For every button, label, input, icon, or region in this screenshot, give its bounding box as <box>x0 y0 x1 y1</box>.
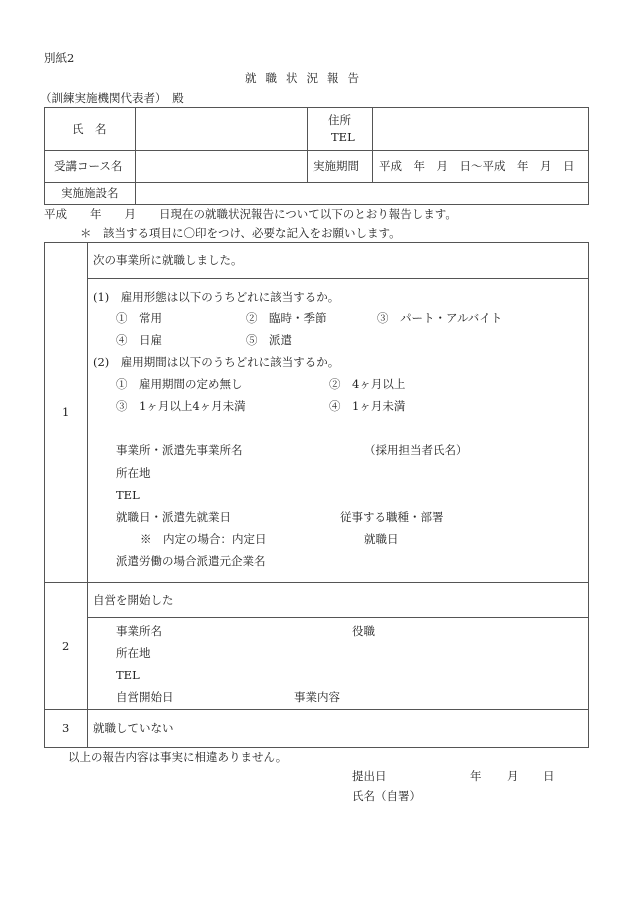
name-label: 氏 名 <box>72 122 107 136</box>
period-label: 実施期間 <box>313 159 359 173</box>
s2-location-label: 所在地 <box>116 646 151 660</box>
section-2-heading[interactable]: 自営を開始した <box>93 593 174 607</box>
start-date-label: 就職日・派遣先就業日 <box>116 510 231 524</box>
report-line: 平成 年 月 日現在の就職状況報告について以下のとおり報告します。 <box>44 207 457 221</box>
page-title: 就職状況報告 <box>245 71 368 85</box>
facility-label: 実施施設名 <box>61 186 119 200</box>
recruiter-label: （採用担当者氏名） <box>364 443 468 457</box>
q1-option-5[interactable]: ⑤ 派遣 <box>246 333 292 347</box>
dispatch-label: 派遣労働の場合派遣元企業名 <box>116 554 266 568</box>
submit-day: 日 <box>543 769 555 783</box>
q1-option-4[interactable]: ④ 日雇 <box>116 333 162 347</box>
addressee: （訓練実施機関代表者） 殿 <box>40 91 184 105</box>
s2-business-label: 事業内容 <box>294 690 340 704</box>
note-line: ＊ 該当する項目に〇印をつけ、必要な記入をお願いします。 <box>80 226 401 240</box>
q1-option-2[interactable]: ② 臨時・季節 <box>246 311 327 325</box>
section-3-heading[interactable]: 就職していない <box>93 721 174 735</box>
company-label: 事業所・派遣先事業所名 <box>116 443 243 457</box>
q2-option-1[interactable]: ① 雇用期間の定め無し <box>116 377 243 391</box>
period-field[interactable]: 平成 年 月 日～平成 年 月 日 <box>379 159 575 173</box>
submit-month: 月 <box>507 769 519 783</box>
doc-label: 別紙2 <box>44 51 75 65</box>
location-label: 所在地 <box>116 466 151 480</box>
address-tel-field[interactable] <box>374 109 586 149</box>
q2-option-3[interactable]: ③ 1ヶ月以上4ヶ月未満 <box>116 399 246 413</box>
offer-start-label: 就職日 <box>364 532 399 546</box>
q1-option-1[interactable]: ① 常用 <box>116 311 162 325</box>
course-field[interactable] <box>137 152 305 181</box>
s2-company-label: 事業所名 <box>116 624 162 638</box>
declaration: 以上の報告内容は事実に相違ありません。 <box>68 750 288 764</box>
offer-date-label: ※ 内定の場合：内定日 <box>140 532 267 546</box>
s2-tel-label: TEL <box>116 668 140 682</box>
tel-label-s1: TEL <box>116 488 140 502</box>
course-label: 受講コース名 <box>54 159 123 173</box>
facility-field[interactable] <box>137 184 586 203</box>
q2-text: (2) 雇用期間は以下のうちどれに該当するか。 <box>93 355 340 369</box>
s2-position-label: 役職 <box>352 624 375 638</box>
tel-label: TEL <box>331 130 355 144</box>
address-label: 住所 <box>328 113 351 127</box>
section-2-number: 2 <box>62 639 70 653</box>
section-3-number: 3 <box>62 721 70 735</box>
submit-date-label: 提出日 <box>352 769 387 783</box>
section-1-number: 1 <box>62 405 70 419</box>
q1-text: (1) 雇用形態は以下のうちどれに該当するか。 <box>93 290 340 304</box>
section-1-heading[interactable]: 次の事業所に就職しました。 <box>93 253 243 267</box>
name-field[interactable] <box>137 109 305 149</box>
q2-option-4[interactable]: ④ 1ヶ月未満 <box>329 399 406 413</box>
s2-start-label: 自営開始日 <box>116 690 174 704</box>
job-label: 従事する職種・部署 <box>340 510 444 524</box>
submit-year: 年 <box>470 769 482 783</box>
q2-option-2[interactable]: ② 4ヶ月以上 <box>329 377 406 391</box>
q1-option-3[interactable]: ③ パート・アルバイト <box>377 311 503 325</box>
signature-label: 氏名（自署） <box>352 789 421 803</box>
